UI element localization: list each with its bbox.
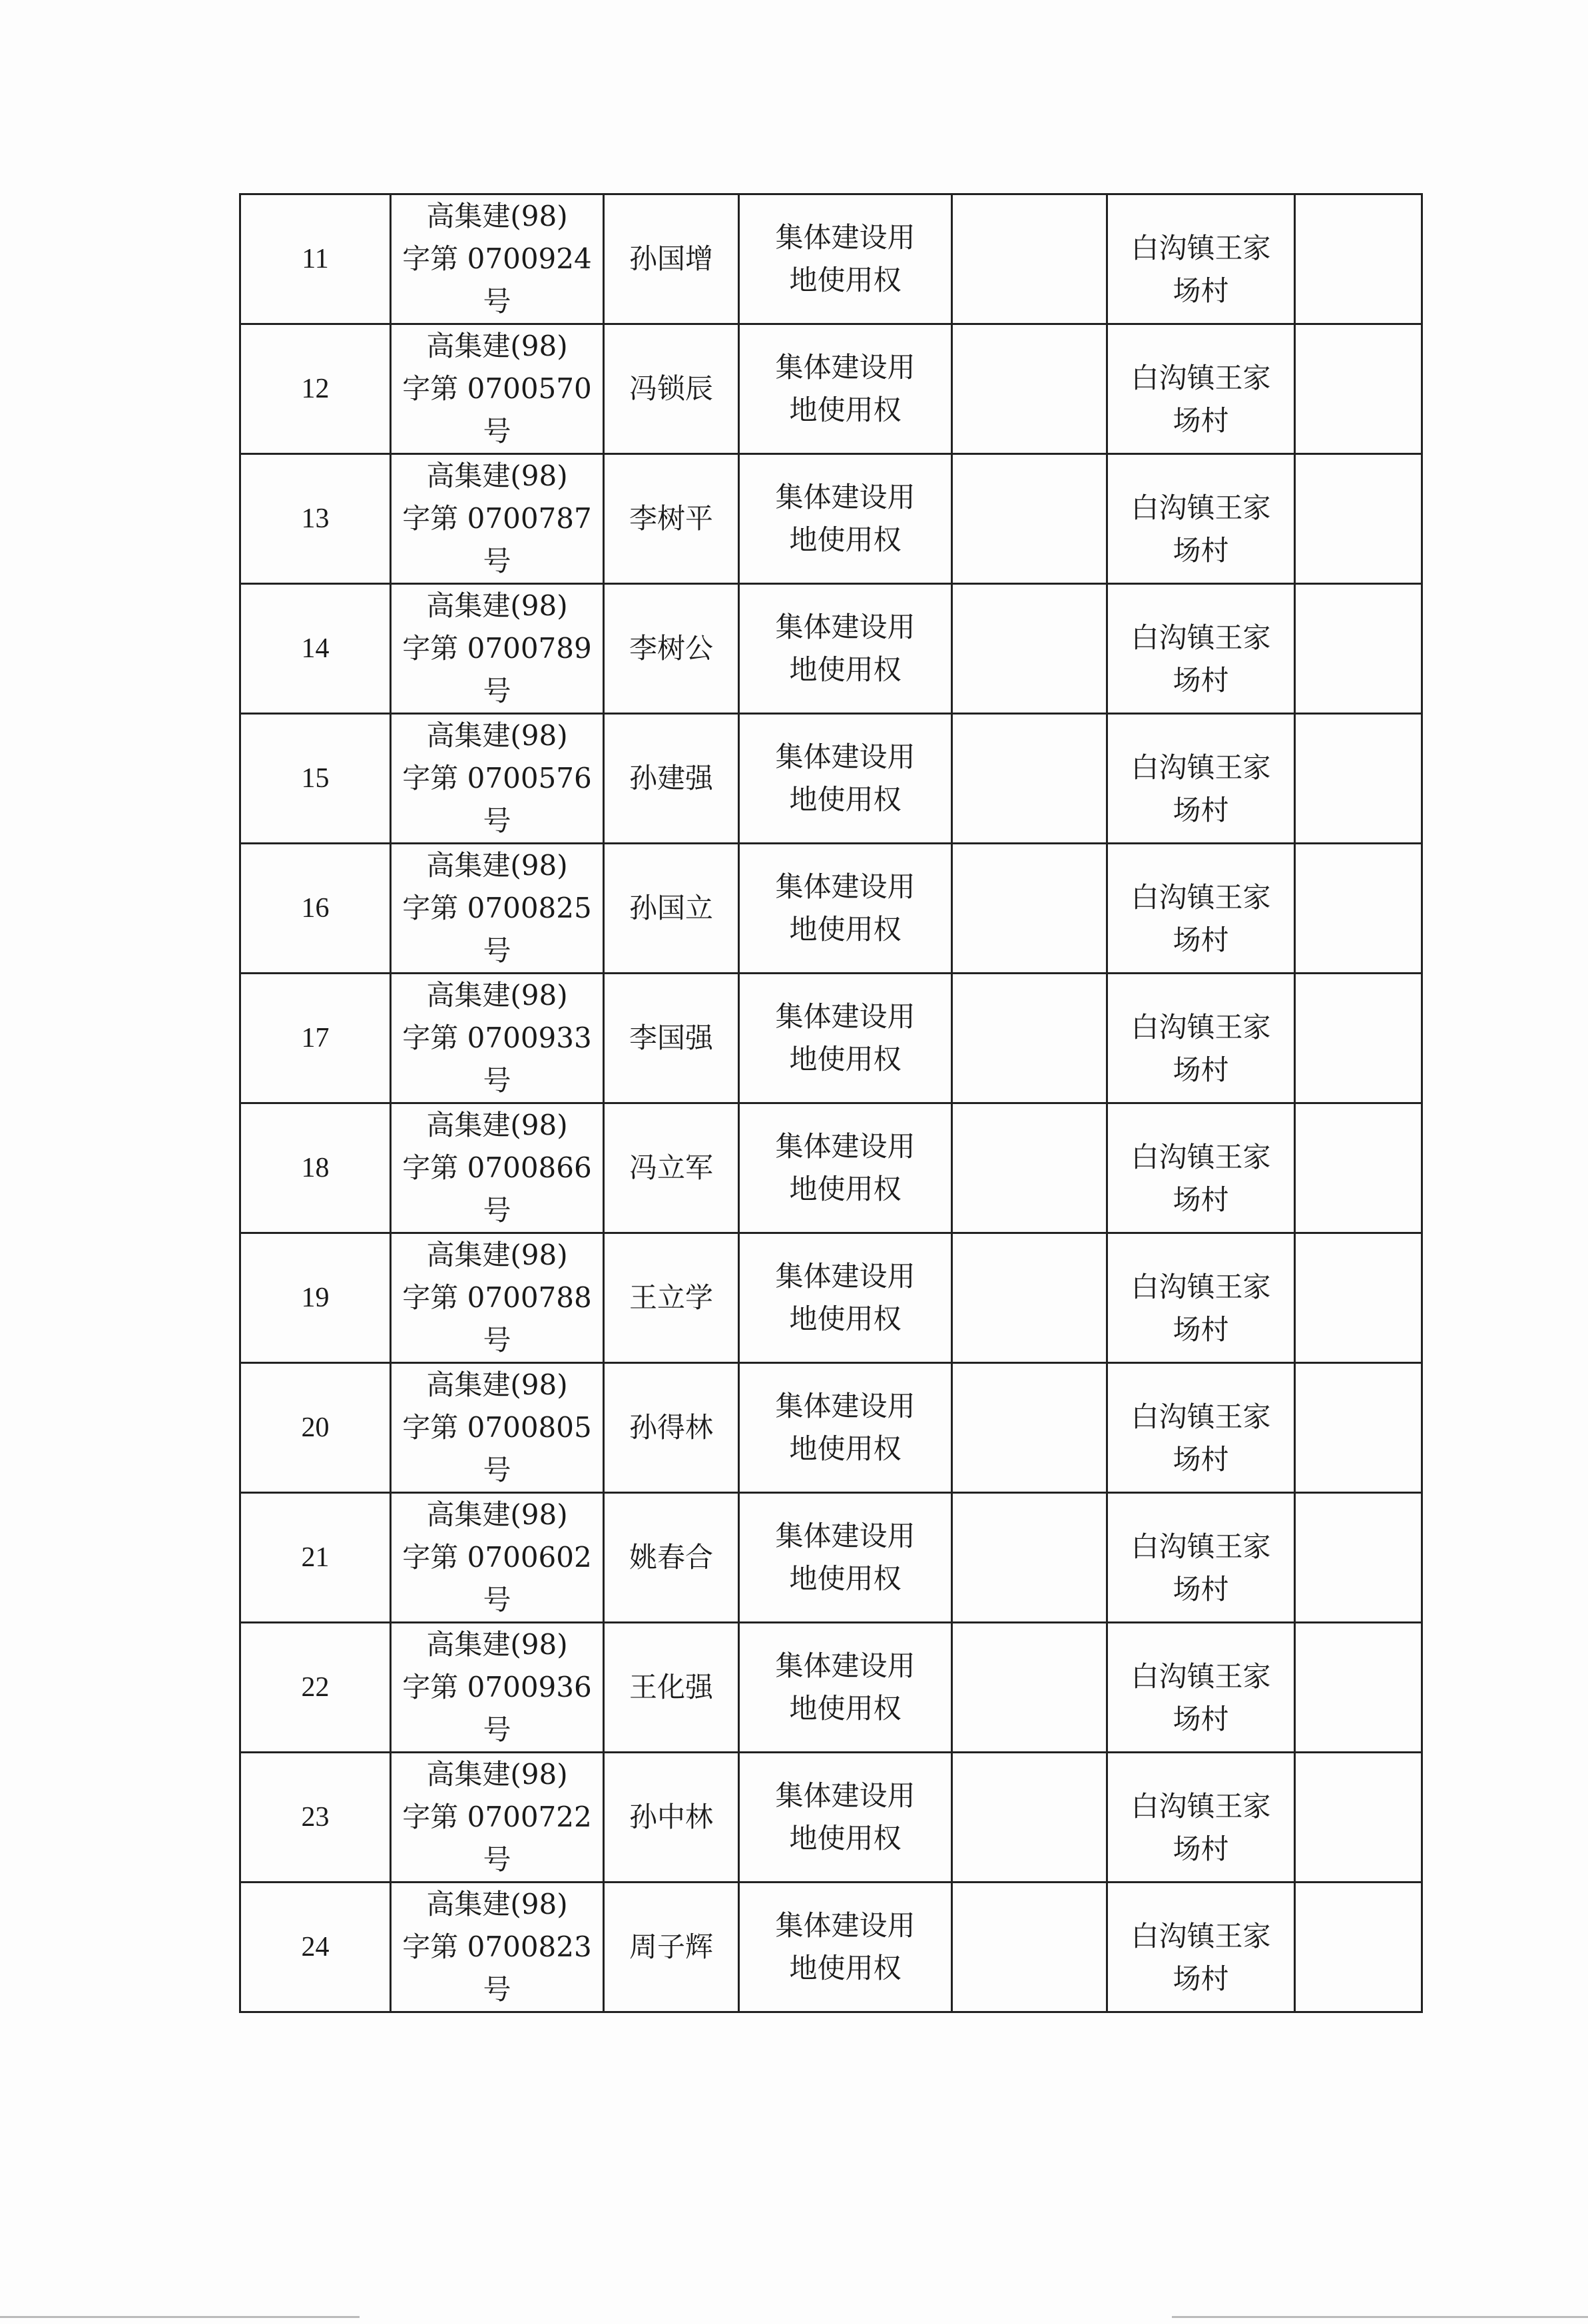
right-type (739, 324, 952, 454)
row-number: 14 (240, 584, 391, 714)
table-row (240, 1623, 1422, 1753)
area-cell (952, 1103, 1107, 1233)
note-cell (1295, 1883, 1422, 2012)
location-cell (1107, 324, 1295, 454)
holder-name: 孙中林 (604, 1753, 739, 1883)
certificate-number (391, 194, 604, 324)
location-line: 场村 (1173, 534, 1229, 567)
right-type-line: 集体建设用 (775, 1260, 916, 1293)
certificate-line: 号 (483, 1584, 511, 1616)
certificate-line: 号 (483, 1713, 511, 1746)
area-cell (952, 1623, 1107, 1753)
table-row (240, 1493, 1422, 1623)
table-row (240, 324, 1422, 454)
certificate-line: 高集建(98) (426, 1888, 568, 1920)
holder-name: 王化强 (604, 1623, 739, 1753)
location-line: 白沟镇王家 (1131, 751, 1271, 784)
location-line: 白沟镇王家 (1131, 1271, 1271, 1303)
certificate-number (391, 1623, 604, 1753)
location-line: 白沟镇王家 (1131, 491, 1271, 524)
right-type-line: 集体建设用 (775, 221, 916, 254)
row-number: 18 (240, 1103, 391, 1233)
location-line: 场村 (1173, 274, 1229, 307)
holder-name: 李树公 (604, 584, 739, 714)
holder-name: 李国强 (604, 974, 739, 1103)
right-type (739, 454, 952, 584)
certificate-line: 号 (483, 285, 511, 318)
right-type-line: 地使用权 (789, 1692, 902, 1725)
right-type-line: 集体建设用 (775, 1130, 916, 1163)
location-line: 白沟镇王家 (1131, 1141, 1271, 1173)
row-number: 23 (240, 1753, 391, 1883)
area-cell (952, 844, 1107, 974)
holder-name: 孙得林 (604, 1363, 739, 1493)
certificate-line: 高集建(98) (426, 1628, 568, 1661)
certificate-line: 高集建(98) (426, 1368, 568, 1401)
certificate-line: 字第 0700570 (402, 372, 592, 405)
certificate-line: 号 (483, 1454, 511, 1486)
right-type (739, 714, 952, 844)
certificate-line: 号 (483, 545, 511, 577)
location-line: 场村 (1173, 1183, 1229, 1216)
right-type-line: 地使用权 (789, 783, 902, 816)
location-line: 场村 (1173, 664, 1229, 697)
area-cell (952, 1883, 1107, 2012)
table-row (240, 1363, 1422, 1493)
note-cell (1295, 1493, 1422, 1623)
right-type (739, 844, 952, 974)
certificate-line: 高集建(98) (426, 719, 568, 752)
right-type-line: 地使用权 (789, 1822, 902, 1855)
holder-name: 孙建强 (604, 714, 739, 844)
right-type-line: 集体建设用 (775, 611, 916, 643)
row-number: 15 (240, 714, 391, 844)
holder-name: 孙国立 (604, 844, 739, 974)
certificate-line: 字第 0700823 (402, 1930, 592, 1963)
location-line: 白沟镇王家 (1131, 362, 1271, 394)
certificate-line: 号 (483, 1843, 511, 1876)
table-row (240, 1233, 1422, 1363)
certificate-number (391, 1883, 604, 2012)
land-rights-table (239, 193, 1423, 2013)
table-row (240, 584, 1422, 714)
location-line: 场村 (1173, 1053, 1229, 1086)
table-row (240, 1753, 1422, 1883)
certificate-line: 号 (483, 1064, 511, 1097)
row-number: 20 (240, 1363, 391, 1493)
certificate-line: 号 (483, 1973, 511, 2006)
right-type-line: 集体建设用 (775, 870, 916, 903)
area-cell (952, 454, 1107, 584)
certificate-number (391, 1103, 604, 1233)
location-line: 场村 (1173, 924, 1229, 956)
right-type-line: 集体建设用 (775, 1649, 916, 1682)
area-cell (952, 194, 1107, 324)
certificate-number (391, 1363, 604, 1493)
certificate-line: 字第 0700805 (402, 1411, 592, 1444)
location-cell (1107, 1363, 1295, 1493)
note-cell (1295, 1103, 1422, 1233)
area-cell (952, 1493, 1107, 1623)
certificate-number (391, 1233, 604, 1363)
certificate-number (391, 714, 604, 844)
certificate-line: 号 (483, 415, 511, 447)
holder-name: 冯立军 (604, 1103, 739, 1233)
certificate-line: 字第 0700936 (402, 1671, 592, 1703)
location-line: 白沟镇王家 (1131, 1530, 1271, 1563)
right-type (739, 584, 952, 714)
location-cell (1107, 714, 1295, 844)
location-line: 白沟镇王家 (1131, 1011, 1271, 1043)
certificate-number (391, 844, 604, 974)
table-row (240, 714, 1422, 844)
certificate-line: 号 (483, 934, 511, 967)
location-line: 场村 (1173, 1443, 1229, 1476)
note-cell (1295, 1753, 1422, 1883)
area-cell (952, 1753, 1107, 1883)
location-line: 白沟镇王家 (1131, 621, 1271, 654)
area-cell (952, 324, 1107, 454)
right-type-line: 集体建设用 (775, 481, 916, 513)
right-type-line: 地使用权 (789, 1562, 902, 1595)
table-body (240, 194, 1422, 2012)
row-number: 22 (240, 1623, 391, 1753)
certificate-line: 字第 0700602 (402, 1541, 592, 1574)
certificate-line: 字第 0700787 (402, 502, 592, 535)
right-type-line: 地使用权 (789, 264, 902, 296)
area-cell (952, 714, 1107, 844)
holder-name: 冯锁辰 (604, 324, 739, 454)
right-type-line: 集体建设用 (775, 1520, 916, 1552)
note-cell (1295, 974, 1422, 1103)
row-number: 11 (240, 194, 391, 324)
location-line: 场村 (1173, 1573, 1229, 1605)
right-type-line: 集体建设用 (775, 1779, 916, 1812)
area-cell (952, 584, 1107, 714)
table-row (240, 194, 1422, 324)
location-cell (1107, 454, 1295, 584)
location-cell (1107, 1623, 1295, 1753)
right-type-line: 地使用权 (789, 1432, 902, 1465)
location-line: 场村 (1173, 1962, 1229, 1995)
location-line: 场村 (1173, 794, 1229, 826)
certificate-number (391, 1493, 604, 1623)
certificate-line: 字第 0700924 (402, 242, 592, 275)
location-line: 白沟镇王家 (1131, 1660, 1271, 1693)
row-number: 19 (240, 1233, 391, 1363)
holder-name: 孙国增 (604, 194, 739, 324)
certificate-line: 号 (483, 675, 511, 707)
note-cell (1295, 1623, 1422, 1753)
note-cell (1295, 714, 1422, 844)
right-type-line: 集体建设用 (775, 740, 916, 773)
location-line: 白沟镇王家 (1131, 232, 1271, 264)
row-number: 21 (240, 1493, 391, 1623)
right-type-line: 集体建设用 (775, 1390, 916, 1422)
location-line: 白沟镇王家 (1131, 1790, 1271, 1823)
right-type-line: 集体建设用 (775, 351, 916, 384)
certificate-line: 号 (483, 804, 511, 837)
row-number: 12 (240, 324, 391, 454)
certificate-number (391, 974, 604, 1103)
right-type-line: 地使用权 (789, 653, 902, 686)
table-row (240, 1883, 1422, 2012)
holder-name: 周子辉 (604, 1883, 739, 2012)
certificate-line: 高集建(98) (426, 1498, 568, 1531)
right-type (739, 1103, 952, 1233)
right-type-line: 地使用权 (789, 1173, 902, 1205)
right-type-line: 地使用权 (789, 1043, 902, 1075)
area-cell (952, 1363, 1107, 1493)
right-type (739, 1233, 952, 1363)
certificate-number (391, 1753, 604, 1883)
right-type-line: 地使用权 (789, 913, 902, 946)
right-type (739, 194, 952, 324)
note-cell (1295, 324, 1422, 454)
area-cell (952, 974, 1107, 1103)
note-cell (1295, 1233, 1422, 1363)
right-type-line: 地使用权 (789, 1952, 902, 1984)
row-number: 17 (240, 974, 391, 1103)
holder-name: 王立学 (604, 1233, 739, 1363)
right-type (739, 1623, 952, 1753)
certificate-line: 字第 0700825 (402, 892, 592, 924)
certificate-line: 高集建(98) (426, 200, 568, 232)
certificate-line: 号 (483, 1324, 511, 1356)
right-type (739, 1883, 952, 2012)
note-cell (1295, 194, 1422, 324)
table-row (240, 454, 1422, 584)
row-number: 16 (240, 844, 391, 974)
right-type (739, 974, 952, 1103)
note-cell (1295, 584, 1422, 714)
certificate-line: 字第 0700576 (402, 762, 592, 794)
certificate-line: 字第 0700722 (402, 1801, 592, 1833)
certificate-line: 高集建(98) (426, 1239, 568, 1271)
location-cell (1107, 194, 1295, 324)
certificate-line: 高集建(98) (426, 459, 568, 492)
right-type-line: 集体建设用 (775, 1909, 916, 1942)
certificate-number (391, 454, 604, 584)
note-cell (1295, 1363, 1422, 1493)
table-row (240, 1103, 1422, 1233)
certificate-line: 字第 0700933 (402, 1021, 592, 1054)
location-cell (1107, 844, 1295, 974)
certificate-line: 高集建(98) (426, 979, 568, 1012)
certificate-line: 高集建(98) (426, 330, 568, 362)
holder-name: 姚春合 (604, 1493, 739, 1623)
area-cell (952, 1233, 1107, 1363)
note-cell (1295, 844, 1422, 974)
certificate-line: 字第 0700866 (402, 1151, 592, 1184)
location-cell (1107, 1883, 1295, 2012)
right-type (739, 1753, 952, 1883)
row-number: 13 (240, 454, 391, 584)
right-type-line: 地使用权 (789, 1303, 902, 1335)
certificate-line: 字第 0700789 (402, 632, 592, 665)
location-cell (1107, 584, 1295, 714)
location-cell (1107, 974, 1295, 1103)
right-type (739, 1493, 952, 1623)
row-number: 24 (240, 1883, 391, 2012)
location-line: 白沟镇王家 (1131, 1920, 1271, 1952)
right-type (739, 1363, 952, 1493)
location-cell (1107, 1233, 1295, 1363)
certificate-line: 高集建(98) (426, 589, 568, 622)
location-line: 场村 (1173, 1833, 1229, 1865)
location-line: 场村 (1173, 404, 1229, 437)
certificate-number (391, 584, 604, 714)
certificate-line: 高集建(98) (426, 1109, 568, 1141)
location-cell (1107, 1103, 1295, 1233)
certificate-line: 字第 0700788 (402, 1281, 592, 1314)
location-cell (1107, 1493, 1295, 1623)
holder-name: 李树平 (604, 454, 739, 584)
note-cell (1295, 454, 1422, 584)
right-type-line: 集体建设用 (775, 1000, 916, 1033)
table-row (240, 974, 1422, 1103)
scan-edge-mark (1172, 2316, 1588, 2318)
location-cell (1107, 1753, 1295, 1883)
location-line: 白沟镇王家 (1131, 881, 1271, 914)
certificate-line: 高集建(98) (426, 1758, 568, 1791)
certificate-line: 高集建(98) (426, 849, 568, 882)
table-row (240, 844, 1422, 974)
right-type-line: 地使用权 (789, 394, 902, 426)
right-type-line: 地使用权 (789, 523, 902, 556)
location-line: 场村 (1173, 1703, 1229, 1735)
scan-edge-mark (0, 2316, 360, 2318)
certificate-line: 号 (483, 1194, 511, 1227)
certificate-number (391, 324, 604, 454)
location-line: 场村 (1173, 1313, 1229, 1346)
location-line: 白沟镇王家 (1131, 1400, 1271, 1433)
